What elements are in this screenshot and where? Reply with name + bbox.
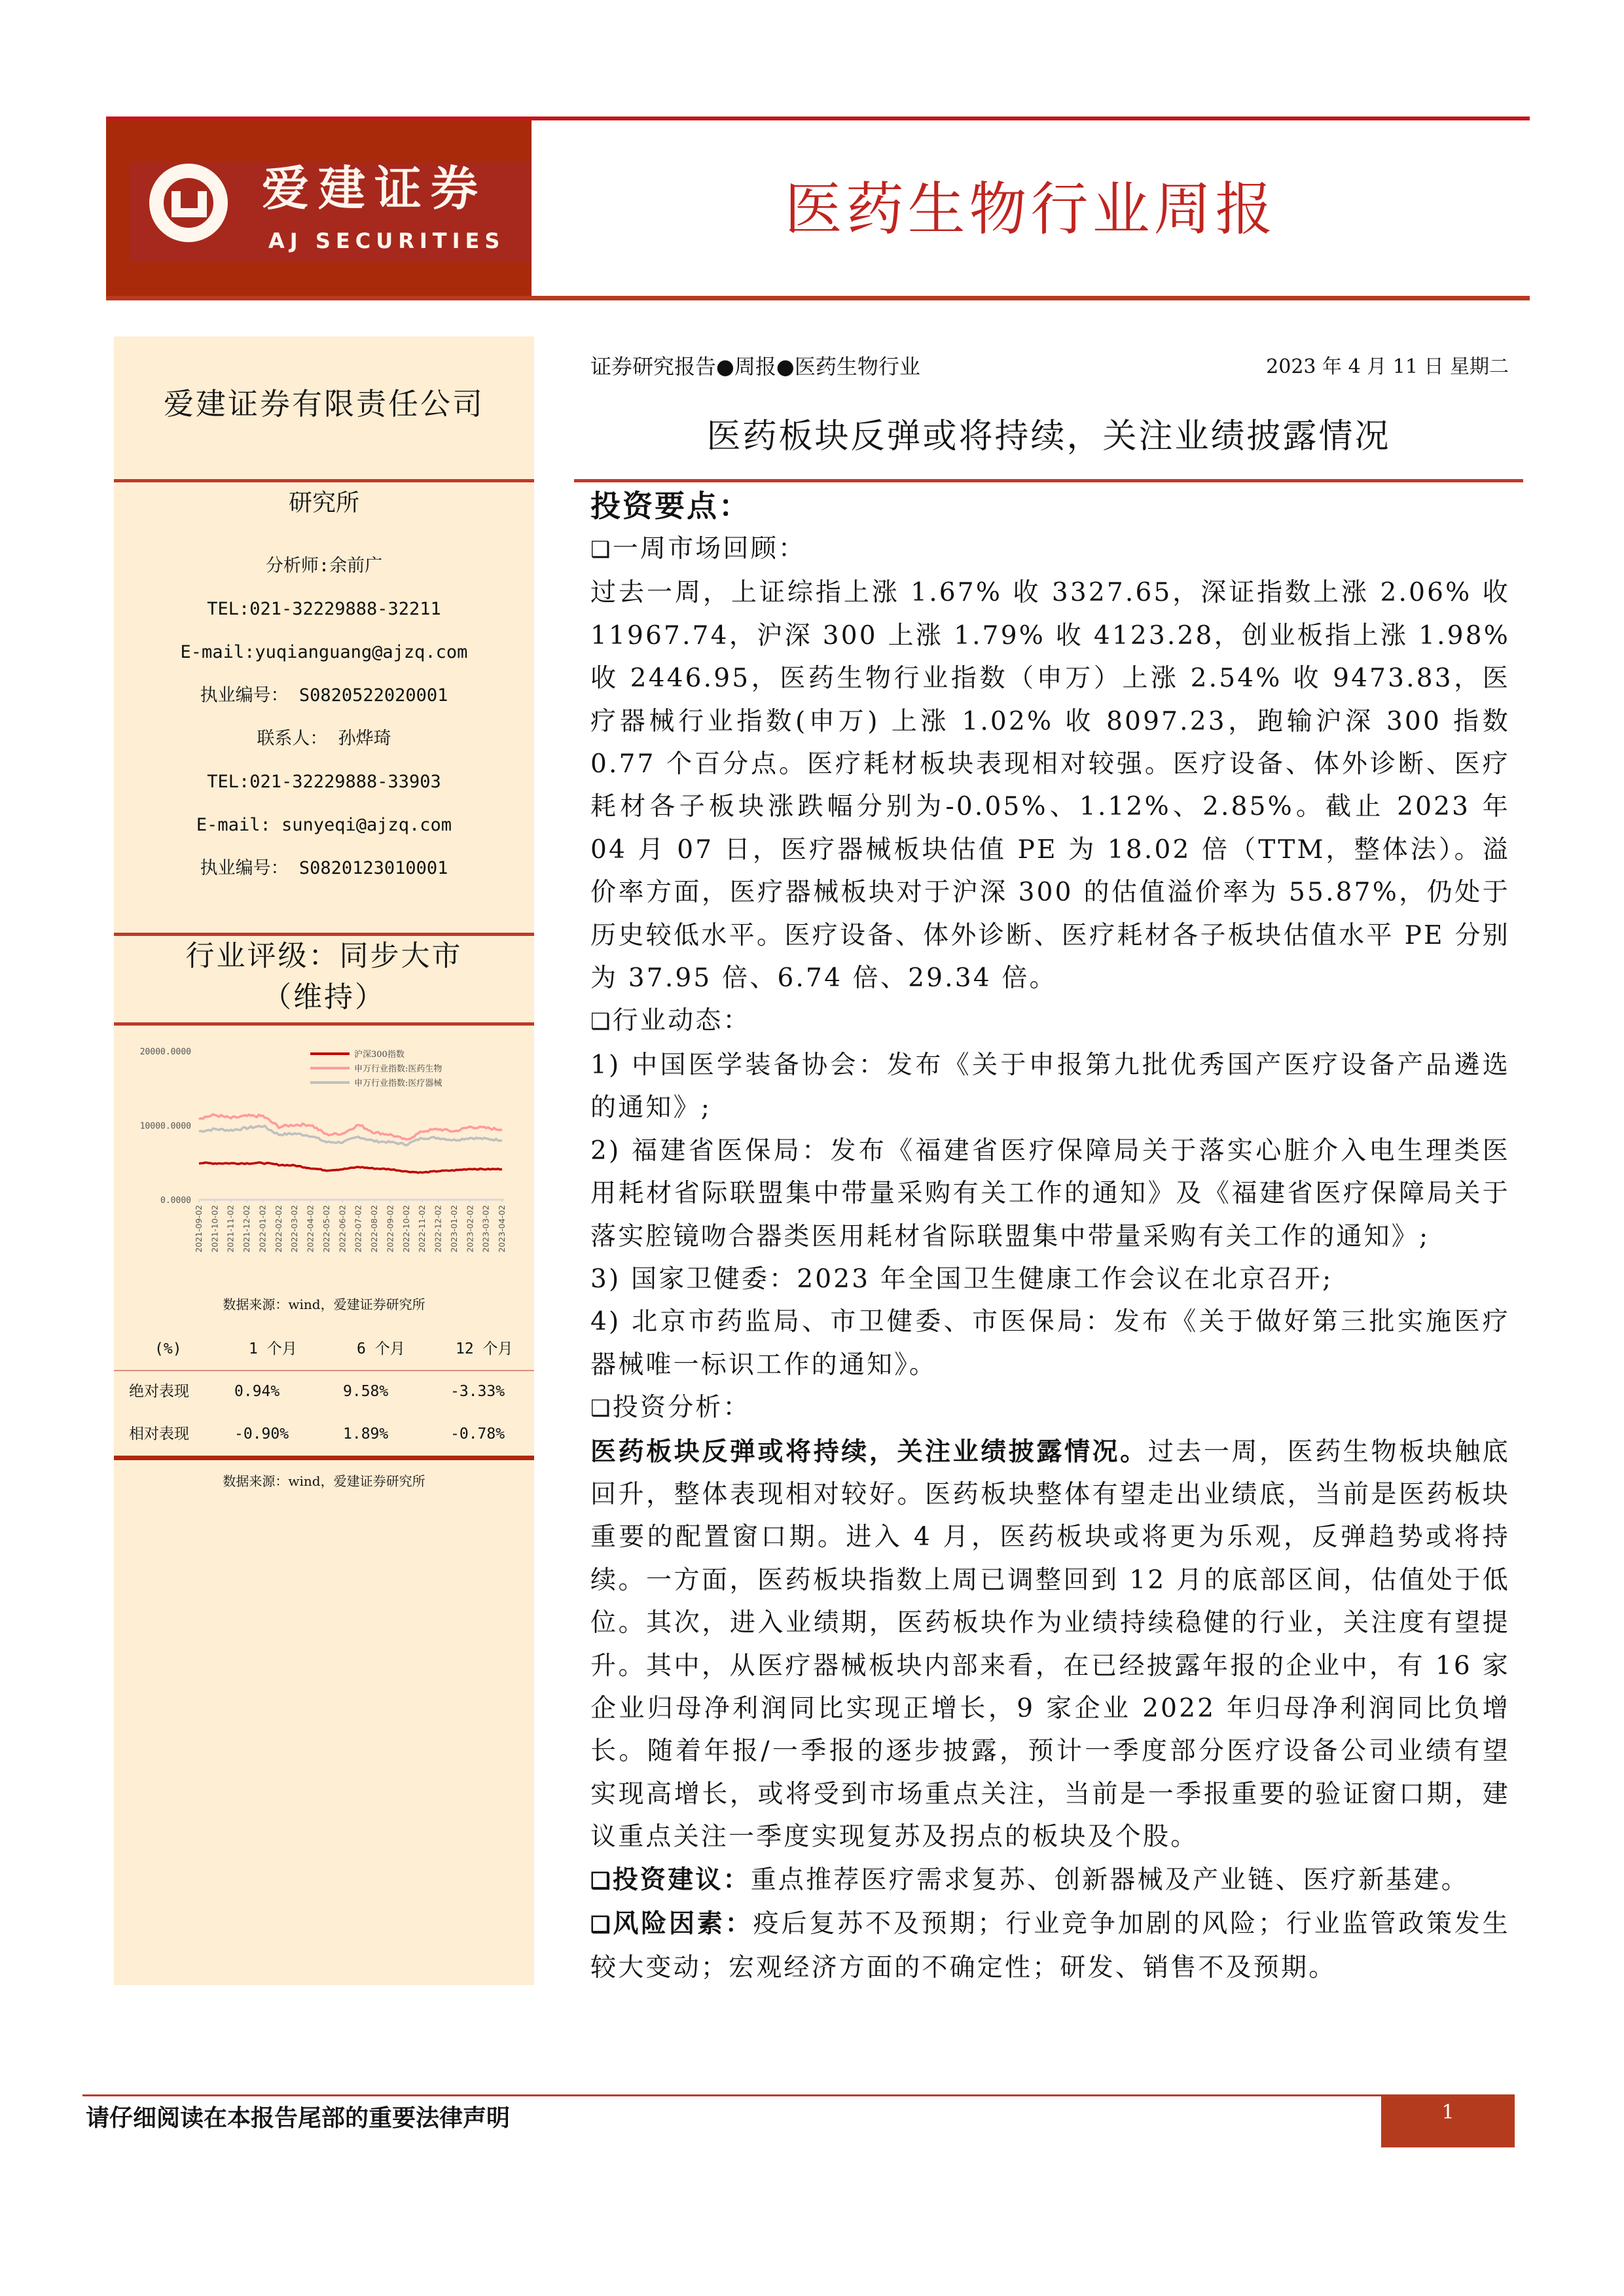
report-date: 2023 年 4 月 11 日 星期二	[1266, 355, 1509, 378]
legend-label: 申万行业指数:医疗器械	[354, 1079, 442, 1088]
checkbox-icon: ❑	[590, 1912, 613, 1938]
section-heading-analysis: ❑投资分析：	[590, 1393, 751, 1423]
industry-item: 2) 福建省医保局：发布《福建省医疗保障局关于落实心脏介入电生理类医用耗材省际联盟集中带量采购有关工作的通知》及《福建省医疗保障局关于落实腔镜吻合器类医用耗材省际联盟集中带量采购有关工作的通知》;	[590, 1136, 1510, 1251]
title-rule	[574, 479, 1523, 482]
x-tick-label: 2022-06-02	[337, 1205, 348, 1253]
x-tick-label: 2022-08-02	[369, 1205, 380, 1253]
industry-rating-status: （维持）	[262, 980, 386, 1014]
rating-bottom-rule	[114, 1022, 534, 1026]
contact-name: 联系人： 孙烨琦	[257, 728, 391, 749]
table-header-1m: 1 个月	[249, 1340, 297, 1357]
chart-legend	[310, 1049, 442, 1088]
x-tick-label: 2022-09-02	[385, 1205, 395, 1253]
table-header-6m: 6 个月	[357, 1340, 405, 1357]
contact-license: 执业编号： S0820123010001	[200, 858, 448, 878]
rating-top-rule	[114, 933, 534, 936]
analyst-email[interactable]: E-mail:yuqianguang@ajzq.com	[180, 642, 468, 662]
table-cell: 1.89%	[343, 1426, 389, 1443]
x-tick-label: 2023-03-02	[480, 1205, 491, 1253]
y-tick-label: 0.0000	[160, 1196, 191, 1206]
table-cell: -3.33%	[450, 1383, 505, 1400]
report-type-title: 医药生物行业周报	[784, 175, 1277, 243]
x-tick-label: 2022-02-02	[273, 1205, 283, 1253]
analyst-license: 执业编号： S0820522020001	[200, 685, 448, 706]
table-source: 数据来源：wind，爱建证券研究所	[223, 1473, 425, 1489]
header-bottom-rule	[106, 296, 1530, 300]
logo-text-en: AJ SECURITIES	[268, 228, 505, 253]
section-heading-market-review: ❑一周市场回顾：	[590, 534, 806, 564]
index-line-chart	[114, 1034, 534, 1276]
industry-rating: 行业评级：同步大市	[185, 939, 463, 973]
investment-suggestion: ❑投资建议：重点推荐医疗需求复苏、创新器械及产业链、医疗新基建。	[590, 1864, 1469, 1895]
x-tick-label: 2022-01-02	[257, 1205, 268, 1253]
contact-tel: TEL:021-32229888-33903	[207, 772, 441, 792]
checkbox-icon: ❑	[590, 1009, 613, 1035]
table-header-unit: (%)	[154, 1340, 182, 1357]
table-row-label: 相对表现	[129, 1426, 189, 1443]
report-title: 医药板块反弹或将持续，关注业绩披露情况	[706, 417, 1391, 456]
analysis-lead: 医药板块反弹或将持续，关注业绩披露情况。	[590, 1436, 1148, 1467]
industry-item: 4) 北京市药监局、市卫健委、市医保局：发布《关于做好第三批实施医疗器械唯一标识工作的通知》。	[590, 1307, 1510, 1380]
y-tick-label: 10000.0000	[139, 1121, 191, 1132]
x-tick-label: 2021-12-02	[242, 1205, 252, 1253]
x-tick-label: 2023-01-02	[448, 1205, 459, 1253]
report-body	[590, 528, 1510, 1990]
chart-axes	[140, 1047, 507, 1253]
table-cell: -0.78%	[450, 1426, 505, 1443]
logo-mark-inner-icon	[171, 191, 207, 217]
table-cell: -0.90%	[234, 1426, 289, 1443]
x-tick-label: 2022-05-02	[321, 1205, 331, 1253]
analyst-name: 分析师:余前广	[265, 556, 383, 576]
x-tick-label: 2022-10-02	[401, 1205, 411, 1253]
company-name: 爱建证券有限责任公司	[164, 386, 484, 422]
legend-label: 沪深300指数	[354, 1050, 405, 1060]
x-tick-label: 2023-02-02	[465, 1205, 475, 1253]
table-cell: 0.94%	[234, 1383, 280, 1400]
table-row-label: 绝对表现	[129, 1383, 189, 1400]
checkbox-icon: ❑	[590, 1867, 613, 1894]
x-tick-label: 2023-04-02	[497, 1205, 507, 1253]
section-heading-industry: ❑行业动态：	[590, 1006, 751, 1036]
risk-factors: ❑风险因素：疫后复苏不及预期；行业竞争加剧的风险；行业监管政策发生较大变动；宏观经济方面的不确定性；研发、销售不及预期。	[590, 1909, 1510, 1983]
x-tick-label: 2021-10-02	[209, 1205, 220, 1253]
x-tick-label: 2022-07-02	[353, 1205, 363, 1253]
x-tick-label: 2021-09-02	[194, 1205, 204, 1253]
table-bottom-rule	[114, 1456, 534, 1460]
report-category: 证券研究报告●周报●医药生物行业	[590, 354, 920, 379]
table-header-12m: 12 个月	[456, 1340, 513, 1357]
industry-item: 3) 国家卫健委：2023 年全国卫生健康工作会议在北京召开;	[590, 1264, 1333, 1294]
industry-item: 1) 中国医学装备协会：发布《关于申报第九批优秀国产医疗设备产品遴选的通知》;	[590, 1050, 1510, 1123]
x-tick-label: 2021-11-02	[225, 1205, 236, 1253]
legal-disclaimer: 请仔细阅读在本报告尾部的重要法律声明	[86, 2105, 511, 2132]
analyst-tel: TEL:021-32229888-32211	[207, 599, 441, 619]
key-points-heading: 投资要点：	[590, 488, 751, 524]
x-tick-label: 2022-03-02	[289, 1205, 300, 1253]
x-tick-label: 2022-04-02	[305, 1205, 316, 1253]
chart-source: 数据来源：wind，爱建证券研究所	[223, 1297, 425, 1312]
checkbox-icon: ❑	[590, 537, 613, 563]
series-line	[199, 1162, 502, 1173]
table-header-rule	[114, 1370, 534, 1371]
contact-email[interactable]: E-mail: sunyeqi@ajzq.com	[196, 815, 452, 835]
footer-rule	[82, 2094, 1515, 2096]
x-tick-label: 2022-11-02	[417, 1205, 427, 1253]
checkbox-icon: ❑	[590, 1395, 613, 1422]
analysis-paragraph: 医药板块反弹或将持续，关注业绩披露情况。过去一周，医药生物板块触底回升，整体表现相对较好。医药板块整体有望走出业绩底，当前是医药板块重要的配置窗口期。进入 4 月，医药板块或将更为乐观，反弹趋势或将持续。一方面，医药板块指数上周已调整回到 12 月的底部区间，估值处于低位。其次，进入业绩期，医药板块作为业绩持续稳健的行业，关注度有望提升。其中，从医疗器械板块内部来看，在已经披露年报的企业中，有 16 家企业归母净利润同比实现正增长，9 家企业 2022 年归母净利润同比负增长。随着年报/一季报的逐步披露，预计一季度部分医疗设备公司业绩有望实现高增长，或将受到市场重点关注，当前是一季报重要的验证窗口期，建议重点关注一季度实现复苏及拐点的板块及个股。	[590, 1436, 1510, 1852]
y-tick-label: 20000.0000	[139, 1047, 191, 1057]
market-review-paragraph: 过去一周，上证综指上涨 1.67% 收 3327.65，深证指数上涨 2.06% 收 11967.74，沪深 300 上涨 1.79% 收 4123.28，创业板指上涨 1.98% 收 2446.95，医药生物行业指数（申万）上涨 2.54% 收 9473.83，医疗器械行业指数(申万) 上涨 1.02% 收 8097.23，跑输沪深 300 指数 0.77 个百分点。医疗耗材板块表现相对较强。医疗设备、体外诊断、医疗耗材各子板块涨跌幅分别为-0.05%、1.12%、2.85%。截止 2023 年 04 月 07 日，医疗器械板块估值 PE 为 18.02 倍（TTM，整体法）。溢价率方面，医疗器械板块对于沪深 300 的估值溢价率为 55.87%，仍处于历史较低水平。医疗设备、体外诊断、医疗耗材各子板块估值水平 PE 分别为 37.95 倍、6.74 倍、29.34 倍。	[590, 578, 1510, 994]
institute-label: 研究所	[288, 490, 359, 516]
logo-text-cn: 爱建证券	[262, 160, 488, 216]
page-number: 1	[1441, 2101, 1454, 2124]
table-cell: 9.58%	[343, 1383, 389, 1400]
chart-series	[199, 1115, 502, 1173]
x-tick-label: 2022-12-02	[433, 1205, 443, 1253]
sidebar-divider	[114, 479, 534, 482]
legend-label: 申万行业指数:医药生物	[354, 1064, 442, 1074]
